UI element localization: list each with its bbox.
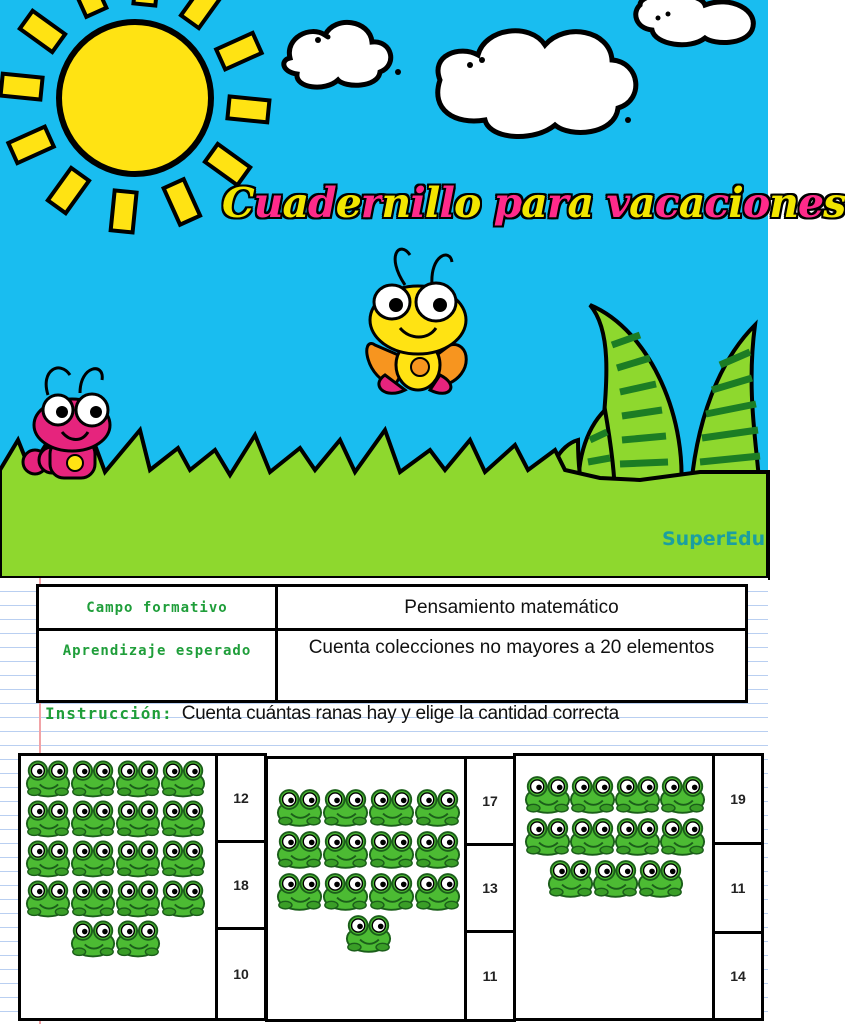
frog-icon: [70, 918, 116, 958]
frog-icon: [115, 878, 161, 918]
frog-icon: [70, 838, 116, 878]
exercise-1-option-2[interactable]: [215, 840, 267, 930]
banner-title: [222, 178, 845, 228]
title-letter: i: [410, 179, 425, 227]
frog-icon: [368, 787, 415, 827]
frog-icon: [115, 838, 161, 878]
option-label: 11: [730, 880, 746, 896]
aprendizaje-label: Aprendizaje esperado: [38, 630, 277, 702]
frog-icon: [637, 858, 684, 898]
exercise-3-frogs: [513, 753, 715, 1021]
title-letter: s: [823, 179, 845, 227]
frog-icon: [345, 913, 392, 953]
option-label: 17: [482, 793, 498, 809]
exercise-3-option-2[interactable]: [712, 842, 764, 934]
title-letter: [593, 179, 606, 227]
title-letter: n: [769, 179, 798, 227]
frog-icon: [414, 829, 461, 869]
frog-icon: [322, 787, 369, 827]
frog-icon: [115, 798, 161, 838]
option-label: 10: [233, 966, 249, 982]
title-letter: p: [493, 179, 522, 227]
instruction-label: Instrucción:: [45, 704, 173, 723]
title-letter: a: [282, 179, 309, 227]
option-label: 12: [233, 790, 249, 806]
title-letter: c: [704, 179, 729, 227]
title-letter: C: [222, 179, 254, 227]
exercise-2-option-1[interactable]: [464, 756, 516, 846]
frog-icon: [276, 787, 323, 827]
frog-icon: [569, 774, 616, 814]
frog-icon: [160, 798, 206, 838]
title-letter: [480, 179, 493, 227]
exercise-1-option-1[interactable]: [215, 753, 267, 843]
exercise-3-option-3[interactable]: [712, 931, 764, 1021]
title-letter: a: [678, 179, 705, 227]
exercise-3-option-1[interactable]: [712, 753, 764, 845]
frog-icon: [659, 774, 706, 814]
title-letter: d: [308, 179, 336, 227]
campo-label: Campo formativo: [38, 586, 277, 630]
title-letter: c: [654, 179, 679, 227]
option-label: 18: [233, 877, 249, 893]
option-label: 19: [730, 791, 746, 807]
frog-icon: [276, 829, 323, 869]
frog-icon: [70, 798, 116, 838]
exercise-2-option-2[interactable]: [464, 843, 516, 933]
frog-icon: [25, 878, 71, 918]
title-letter: a: [629, 179, 655, 227]
instruction: [45, 703, 619, 725]
cloud-icon: [438, 31, 636, 137]
frog-icon: [322, 871, 369, 911]
title-letter: n: [381, 179, 411, 227]
frog-icon: [70, 878, 116, 918]
frog-icon: [547, 858, 594, 898]
exercise-2-frogs: [265, 756, 467, 1022]
frog-icon: [322, 829, 369, 869]
frog-icon: [414, 787, 461, 827]
title-letter: o: [453, 179, 481, 227]
frog-icon: [614, 816, 661, 856]
title-letter: u: [253, 179, 283, 227]
exercise-2-option-3[interactable]: [464, 930, 516, 1022]
frog-icon: [160, 878, 206, 918]
frog-icon: [25, 758, 71, 798]
instruction-text: Cuenta cuántas ranas hay y elige la cantidad correcta: [181, 703, 619, 724]
title-letter: l: [439, 179, 454, 227]
option-label: 11: [482, 968, 498, 984]
frog-icon: [368, 871, 415, 911]
frog-icon: [160, 758, 206, 798]
frog-icon: [524, 774, 571, 814]
title-letter: e: [335, 179, 361, 227]
option-label: 13: [482, 880, 498, 896]
title-letter: r: [360, 179, 382, 227]
title-letter: i: [728, 179, 743, 227]
butterfly-icon: [367, 249, 466, 393]
frog-icon: [25, 798, 71, 838]
option-label: 14: [730, 968, 746, 984]
exercise-1-frogs: [18, 753, 218, 1021]
title-letter: r: [546, 179, 568, 227]
frog-icon: [414, 871, 461, 911]
frog-icon: [160, 838, 206, 878]
frog-icon: [70, 758, 116, 798]
title-letter: o: [742, 179, 770, 227]
frog-icon: [592, 858, 639, 898]
frog-icon: [659, 816, 706, 856]
title-letter: l: [424, 179, 440, 227]
frog-icon: [524, 816, 571, 856]
campo-value: Pensamiento matemático: [277, 586, 747, 630]
frog-icon: [276, 871, 323, 911]
frog-icon: [115, 918, 161, 958]
title-letter: v: [606, 179, 630, 227]
frog-icon: [25, 838, 71, 878]
worksheet: [0, 578, 768, 1024]
brand-logo: SuperEdu: [662, 528, 766, 550]
cloud-icon: [284, 22, 391, 87]
exercise-1-option-3[interactable]: [215, 927, 267, 1021]
title-letter: e: [797, 179, 824, 227]
aprendizaje-value: Cuenta colecciones no mayores a 20 elementos: [277, 630, 747, 702]
frog-icon: [569, 816, 616, 856]
info-table: [36, 584, 748, 703]
frog-icon: [368, 829, 415, 869]
title-letter: a: [521, 179, 547, 227]
frog-icon: [115, 758, 161, 798]
cloud-icon: [636, 0, 754, 45]
frog-icon: [614, 774, 661, 814]
title-letter: a: [567, 179, 594, 227]
